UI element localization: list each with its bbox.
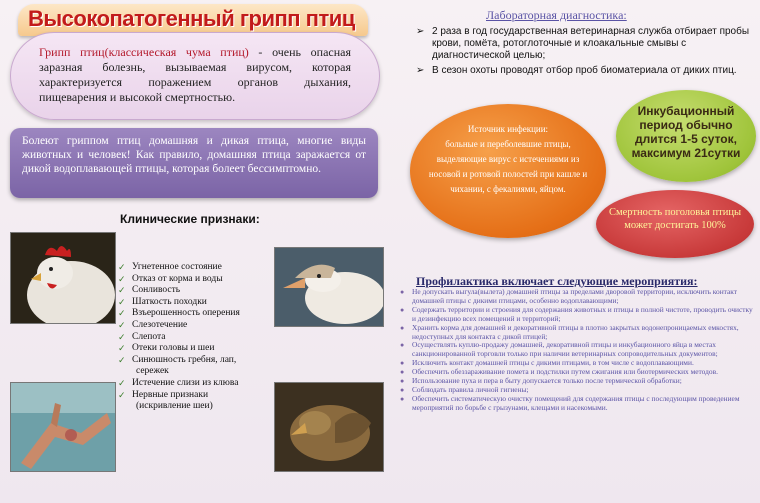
bullet-icon: ● [400, 341, 405, 350]
check-icon: ✓ [118, 343, 126, 354]
bullet-icon: ● [400, 394, 405, 403]
source-oval [410, 104, 606, 238]
page-title: Высокопатогенный грипп птиц [28, 6, 355, 31]
clinical-heading: Клинические признаки: [120, 212, 260, 226]
arrow-bullet-icon: ➢ [416, 65, 425, 76]
prophylaxis-heading: Профилактика включает следующие мероприятия: [416, 274, 698, 288]
list-item: ● Содержать территории и строения для содержания животных и птицы в полной чистоте, проводить очистку и дезинфекцию всех помещений и территорий; [400, 304, 753, 323]
list-item: (искривление шеи) [136, 401, 213, 412]
list-item: ✓ Истечение слизи из клюва [118, 377, 239, 388]
rooster-photo [10, 232, 116, 324]
list-item: ✓ Отказ от корма и воды [118, 273, 223, 284]
list-item: ✓ Взъерошенность оперения [118, 308, 240, 319]
definition-lead: Грипп птиц(классическая чума птиц) [39, 45, 249, 59]
list-item: ● Использование пуха и пера в быту допускается только после термической обработки; [400, 376, 682, 386]
bullet-icon: ● [400, 288, 405, 296]
check-icon: ✓ [118, 285, 126, 296]
dead-bird-photo [274, 382, 384, 472]
list-item: ✓ Слепота [118, 331, 166, 342]
list-item: ✓ Угнетенное состояние [118, 262, 222, 272]
source-title: Источник инфекции: [467, 124, 549, 134]
arrow-bullet-icon: ➢ [416, 26, 425, 37]
list-item: ✓ Отеки головы и шеи [118, 343, 215, 354]
check-icon: ✓ [118, 389, 126, 400]
clinical-list [118, 262, 283, 413]
check-icon: ✓ [118, 354, 126, 365]
list-item: ✓ Сонливость [118, 285, 181, 296]
definition-text: - очень опасная заразная болезнь, вызываемая вирусом, которая характеризуется поражением органов дыхания, пищеварения и высокой смертностью. [39, 45, 351, 104]
bullet-icon: ● [400, 385, 405, 394]
lab-list [412, 26, 754, 80]
list-item: ✓ Нервные признаки [118, 389, 209, 400]
check-icon: ✓ [118, 296, 126, 307]
list-item: ● Обеспечить обеззараживание помета и подстилки путем сжигания или биотермических методов. [400, 367, 718, 377]
prophylaxis-list [398, 288, 756, 413]
definition-oval [10, 32, 380, 120]
list-item: ● Осуществлять куплю-продажу домашней, декоративной птицы и инкубационного яйца в местах санкционированной торговли только при наличии ветеринарных сопроводительных документов; [400, 340, 718, 359]
list-item: ✓ Слезотечение [118, 319, 188, 330]
list-item: ● Обеспечить систематическую очистку помещений для содержания птицы с последующим проведением мероприятий по борьбе с грызунами, клещами и насекомыми. [400, 393, 740, 412]
incubation-oval: Инкубационный период обычно длится 1-5 суток, максимум 21сутки [616, 90, 756, 182]
mortality-oval: Смертность поголовья птицы может достигать 100% [596, 190, 754, 258]
check-icon: ✓ [118, 319, 126, 330]
list-item: ● Соблюдать правила личной гигиены; [400, 384, 529, 394]
list-item: ➢ В сезон охоты проводят отбор проб биоматериала от диких птиц. [416, 65, 737, 76]
list-item: сережек [136, 366, 169, 377]
check-icon: ✓ [118, 262, 126, 272]
bullet-icon: ● [400, 377, 405, 386]
source-text: больные и переболевшие птицы, выделяющие вирус с истечениями из носовой и ротовой полостей при кашле и чихании, с фекалиями, яйцом. [428, 139, 588, 194]
leg-photo [10, 382, 116, 472]
goose-head-photo [274, 247, 384, 327]
bullet-icon: ● [400, 305, 405, 314]
bullet-icon: ● [400, 359, 405, 368]
check-icon: ✓ [118, 331, 126, 342]
check-icon: ✓ [118, 377, 126, 388]
list-item: ✓ Синюшность гребня, лап, [118, 354, 237, 365]
bullet-icon: ● [400, 323, 405, 332]
list-item: ✓ Шаткость походки [118, 296, 207, 307]
list-item: ● Не допускать выгула(вылета) домашней птицы за пределами дворовой территории, исключить контакт домашней птицы с дикими птицами, особенно водоплавающими; [400, 287, 737, 305]
sick-animals-box: Болеют гриппом птиц домашняя и дикая птица, многие виды животных и человек! Как правило, домашняя птица заражается от дикой водоплавающей птицы, которая болеет бессимптомно. [10, 128, 378, 198]
list-item: ● Исключить контакт домашней птицы с дикими птицами, в том числе с водоплавающими. [400, 358, 694, 368]
check-icon: ✓ [118, 273, 126, 284]
list-item: ➢ 2 раза в год государственная ветеринарная служба отбирает пробы крови, помёта, ротоглоточные и клоакальные смывы с диагностической целью; [416, 26, 750, 61]
check-icon: ✓ [118, 308, 126, 319]
list-item: ● Хранить корма для домашней и декоративной птицы в плотно закрытых водонепроницаемых емкостях, недоступных для контакта с дикой птицей; [400, 322, 739, 341]
bullet-icon: ● [400, 368, 405, 377]
lab-heading: Лабораторная диагностика: [486, 8, 627, 22]
